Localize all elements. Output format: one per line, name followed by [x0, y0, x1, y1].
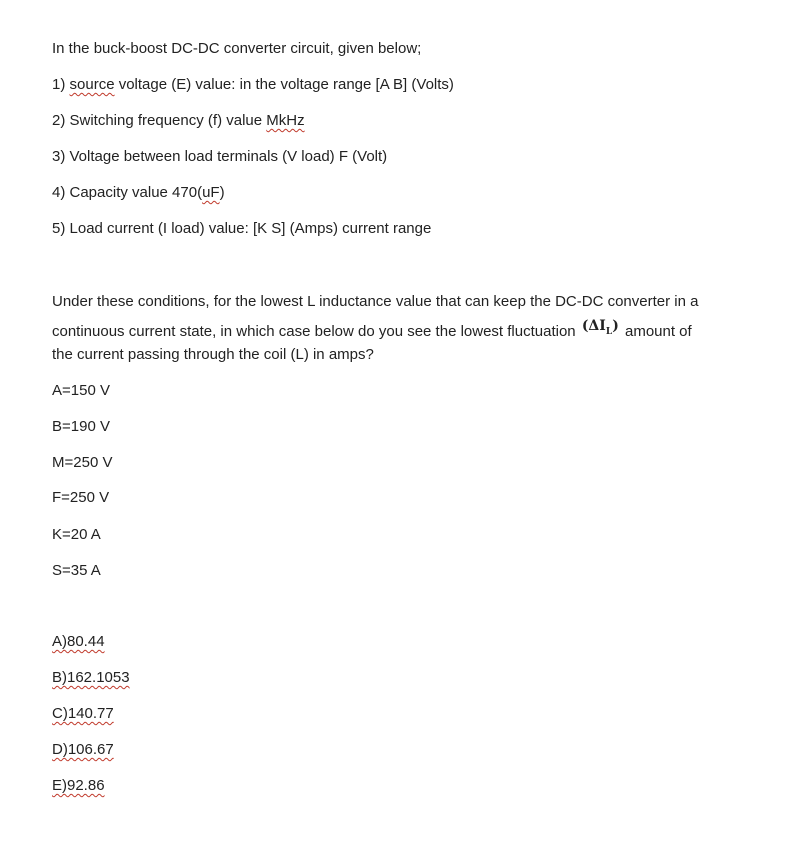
delta-current-symbol: $(\Delta I_L)$	[581, 318, 619, 337]
question-line-2-start: continuous current state, in which case below do you see the lowest fluctuation	[52, 323, 576, 340]
value-b: B=190 V	[52, 418, 110, 435]
condition-1-prefix: 1)	[52, 76, 70, 93]
answer-d	[52, 741, 114, 759]
condition-2-word: MkHz	[266, 112, 305, 129]
value-f: F=250 V	[52, 489, 110, 506]
value-s: S=35 A	[52, 562, 101, 579]
condition-1-word: source	[69, 76, 115, 93]
condition-4-prefix: 4) Capacity value 470(	[52, 184, 203, 201]
answer-b	[52, 669, 130, 687]
answer-b-text: B)162.1053	[52, 669, 130, 686]
condition-2	[52, 112, 305, 130]
intro-text: In the buck-boost DC-DC converter circuit, given below;	[52, 40, 422, 57]
condition-4	[52, 184, 225, 202]
question-line-2-end: amount of	[624, 323, 692, 340]
answer-e-text: E)92.86	[52, 777, 105, 794]
answer-e	[52, 777, 105, 795]
answer-a	[52, 633, 105, 651]
value-m: M=250 V	[52, 454, 113, 471]
question-line-1: Under these conditions, for the lowest L inductance value that can keep the DC-DC converter in a	[52, 293, 699, 310]
condition-3: 3) Voltage between load terminals (V load) F (Volt)	[52, 148, 388, 165]
answer-d-text: D)106.67	[52, 741, 114, 758]
condition-1-rest: voltage (E) value: in the voltage range [A B] (Volts)	[114, 76, 454, 93]
value-a: A=150 V	[52, 382, 110, 399]
answer-c-text: C)140.77	[52, 705, 114, 722]
condition-4-word: uF	[202, 184, 220, 201]
condition-2-prefix: 2) Switching frequency (f) value	[52, 112, 267, 129]
value-k: K=20 A	[52, 526, 101, 543]
condition-5: 5) Load current (I load) value: [K S] (Amps) current range	[52, 220, 432, 237]
condition-4-suffix: )	[219, 184, 225, 201]
answer-c	[52, 705, 114, 723]
question-line-2	[52, 318, 692, 347]
answer-a-text: A)80.44	[52, 633, 105, 650]
question-line-3: the current passing through the coil (L) in amps?	[52, 346, 374, 363]
condition-1	[52, 76, 454, 94]
